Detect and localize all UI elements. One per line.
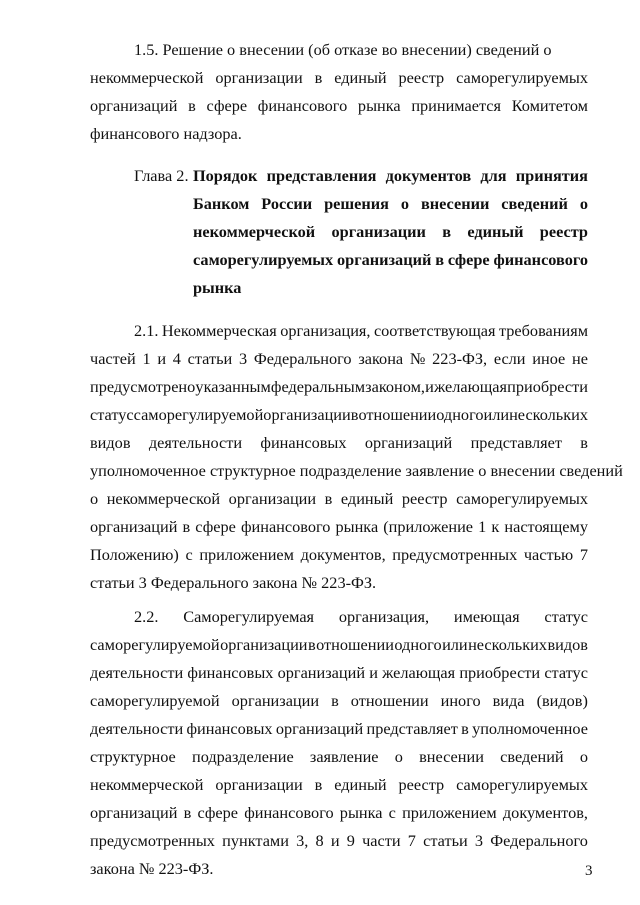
word: в: [314, 68, 323, 87]
word: организации: [331, 222, 426, 241]
word: статус: [90, 405, 134, 424]
word: документов: [385, 166, 472, 185]
text-line: [90, 489, 588, 509]
word: некоммерческой: [106, 489, 221, 508]
word: 3,: [296, 831, 309, 850]
word: деятельности: [148, 433, 243, 452]
word: саморегулируемых: [456, 489, 588, 508]
text-line: 1.5. Решение о внесении (об отказе во внесении) сведений о: [134, 40, 552, 59]
word: финансового: [240, 517, 331, 536]
word: одного: [436, 405, 484, 424]
word: или: [442, 635, 468, 654]
word: предусмотрено: [90, 377, 196, 396]
text-line: [90, 831, 588, 851]
word: отношении: [358, 405, 437, 424]
word: 2.1.: [134, 321, 159, 340]
word: в: [442, 222, 451, 241]
word: для: [480, 166, 507, 185]
text-line: [90, 433, 588, 453]
word: имеющая: [453, 607, 520, 626]
word: статьи: [423, 831, 468, 850]
word: №: [409, 349, 426, 368]
word: финансового: [257, 96, 348, 115]
word: настоящему: [504, 517, 588, 536]
chapter-title-line: [193, 222, 588, 242]
text-line: [90, 545, 588, 565]
word: не: [572, 349, 588, 368]
word: финансовых: [260, 433, 347, 452]
text-line: [134, 321, 588, 341]
word: Федерального: [490, 831, 588, 850]
word: иного: [440, 691, 481, 710]
word: в: [435, 250, 444, 269]
word: 9: [346, 831, 355, 850]
word: статьи: [187, 349, 233, 368]
word: 223-ФЗ,: [432, 349, 488, 368]
word: отношении: [350, 691, 429, 710]
word: в: [324, 489, 333, 508]
word: видов: [547, 635, 588, 654]
word: некоммерческой: [90, 775, 204, 794]
word: вида: [492, 691, 525, 710]
word: Саморегулируемая: [183, 607, 315, 626]
word: реестр: [398, 775, 445, 794]
text-line: [90, 775, 588, 795]
word: в: [188, 96, 196, 115]
text-line: статьи 3 Федерального закона № 223-ФЗ.: [90, 573, 377, 592]
word: организации: [263, 405, 351, 424]
word: и: [369, 663, 378, 682]
word: о: [400, 194, 410, 213]
word: Банком: [193, 194, 250, 213]
word: саморегулируемой: [90, 635, 220, 654]
word: и: [425, 377, 434, 396]
word: одного: [394, 635, 442, 654]
word: принимается: [411, 96, 501, 115]
word: финансовых: [187, 663, 274, 682]
word: представления: [266, 166, 377, 185]
word: деятельности: [90, 719, 184, 738]
word: предусмотренных: [392, 545, 518, 564]
text-line: [90, 68, 588, 88]
word: с: [388, 803, 396, 822]
word: рынка: [357, 96, 401, 115]
word: 4: [172, 349, 181, 368]
word: организаций: [337, 250, 432, 269]
word: 7: [579, 545, 588, 564]
word: Некоммерческая: [161, 321, 277, 340]
word: финансового: [493, 250, 588, 269]
word: единый: [334, 68, 387, 87]
word: или: [483, 405, 510, 424]
word: Комитетом: [511, 96, 588, 115]
word: рынка: [335, 517, 379, 536]
word: с: [185, 545, 193, 564]
word: саморегулируемых: [456, 775, 588, 794]
text-line: [90, 747, 588, 767]
word: документов,: [300, 545, 386, 564]
word: организаций: [364, 433, 453, 452]
word: желающая: [382, 663, 456, 682]
word: в: [331, 691, 339, 710]
word: организаций: [90, 96, 178, 115]
word: организация,: [338, 607, 430, 626]
word: организаций: [90, 517, 178, 536]
chapter-label: Глава 2.: [134, 166, 189, 185]
word: отношении: [316, 635, 394, 654]
word: сфере: [206, 96, 248, 115]
word: организации: [215, 68, 303, 87]
word: приобрести: [459, 663, 541, 682]
word: сведений: [500, 747, 564, 766]
word: 2.2.: [134, 607, 159, 626]
word: (видов): [536, 691, 588, 710]
text-line: [134, 607, 588, 627]
word: внесении: [419, 747, 484, 766]
text-line: закона № 223-ФЗ.: [90, 859, 214, 878]
word: реестр: [401, 489, 448, 508]
word: если: [493, 349, 526, 368]
text-line: [90, 719, 588, 739]
word: в: [307, 635, 316, 654]
word: о: [90, 489, 99, 508]
text-line: [90, 405, 588, 425]
word: финансовых: [186, 719, 273, 738]
text-line: [90, 349, 588, 369]
word: в: [350, 405, 359, 424]
chapter-title-line: [193, 166, 588, 186]
word: о: [394, 747, 403, 766]
word: сфере: [447, 250, 490, 269]
text-line: [90, 635, 588, 655]
chapter-title-line: [193, 250, 588, 270]
word: Порядок: [193, 166, 258, 185]
word: саморегулируемой: [133, 405, 264, 424]
word: нескольких: [468, 635, 547, 654]
word: приложением: [402, 803, 497, 822]
word: некоммерческой: [193, 222, 316, 241]
word: деятельности: [90, 663, 184, 682]
word: нескольких: [509, 405, 588, 424]
word: реестр: [539, 222, 588, 241]
word: организации: [231, 691, 320, 710]
word: законом,: [365, 377, 425, 396]
word: единый: [334, 775, 387, 794]
text-line: [90, 803, 588, 823]
word: структурное: [90, 747, 176, 766]
text-line: [90, 691, 588, 711]
word: 1: [478, 517, 487, 536]
word: пунктами: [222, 831, 289, 850]
text-line: [90, 377, 588, 397]
word: (приложение: [383, 517, 474, 536]
word: предусмотренных: [90, 831, 215, 850]
word: в: [182, 517, 191, 536]
word: организации: [220, 635, 308, 654]
word: представляет: [470, 433, 562, 452]
word: представляет: [366, 719, 458, 738]
word: саморегулируемых: [456, 68, 588, 87]
word: и: [157, 349, 167, 368]
word: в: [461, 719, 469, 738]
word: в: [183, 803, 192, 822]
word: частью: [523, 545, 574, 564]
word: заявление: [309, 747, 379, 766]
word: 3: [474, 831, 484, 850]
word: подразделение: [191, 747, 294, 766]
word: статус: [544, 663, 588, 682]
word: организаций: [275, 719, 364, 738]
word: внесении: [420, 194, 490, 213]
word: указанным: [195, 377, 271, 396]
text-line: [90, 517, 588, 537]
word: саморегулируемых: [193, 250, 334, 269]
word: о: [579, 747, 588, 766]
text-line: [90, 663, 588, 683]
word: некоммерческой: [90, 68, 204, 87]
text-line: уполномоченное структурное подразделение заявление о внесении сведений: [90, 461, 623, 480]
word: Положению): [90, 545, 179, 564]
word: и: [330, 831, 340, 850]
word: единый: [467, 222, 524, 241]
word: решения: [324, 194, 389, 213]
word: сфере: [197, 803, 239, 822]
word: единый: [340, 489, 394, 508]
word: финансового: [244, 803, 334, 822]
word: 3: [238, 349, 248, 368]
word: приобрести: [507, 377, 588, 396]
word: организация,: [280, 321, 371, 340]
word: Федерального: [253, 349, 352, 368]
word: в: [580, 433, 588, 452]
word: реестр: [398, 68, 445, 87]
word: о: [579, 194, 588, 213]
word: 1: [142, 349, 151, 368]
word: федеральным: [270, 377, 366, 396]
word: России: [261, 194, 313, 213]
word: приложением: [199, 545, 294, 564]
word: рынка: [339, 803, 383, 822]
word: иное: [532, 349, 566, 368]
word: в: [314, 775, 323, 794]
word: к: [491, 517, 500, 536]
word: уполномоченное: [472, 719, 588, 738]
word: 8: [315, 831, 324, 850]
word: части: [362, 831, 401, 850]
word: организаций: [90, 803, 178, 822]
text-line: финансового надзора.: [90, 124, 242, 143]
word: соответствующая: [373, 321, 496, 340]
word: документов,: [502, 803, 588, 822]
word: саморегулируемой: [90, 691, 220, 710]
word: 7: [407, 831, 416, 850]
word: сведений: [501, 194, 568, 213]
word: статус: [544, 607, 588, 626]
word: видов: [90, 433, 131, 452]
word: закона: [358, 349, 404, 368]
word: принятия: [515, 166, 588, 185]
chapter-title-line: [193, 194, 588, 214]
word: частей: [90, 349, 136, 368]
word: желающая: [433, 377, 507, 396]
chapter-title-line: рынка: [193, 278, 242, 297]
word: требованиям: [498, 321, 588, 340]
word: организации: [228, 489, 317, 508]
page-number: 3: [585, 863, 593, 879]
word: организаций: [277, 663, 366, 682]
word: сфере: [195, 517, 236, 536]
text-line: [90, 96, 588, 116]
word: организации: [215, 775, 303, 794]
